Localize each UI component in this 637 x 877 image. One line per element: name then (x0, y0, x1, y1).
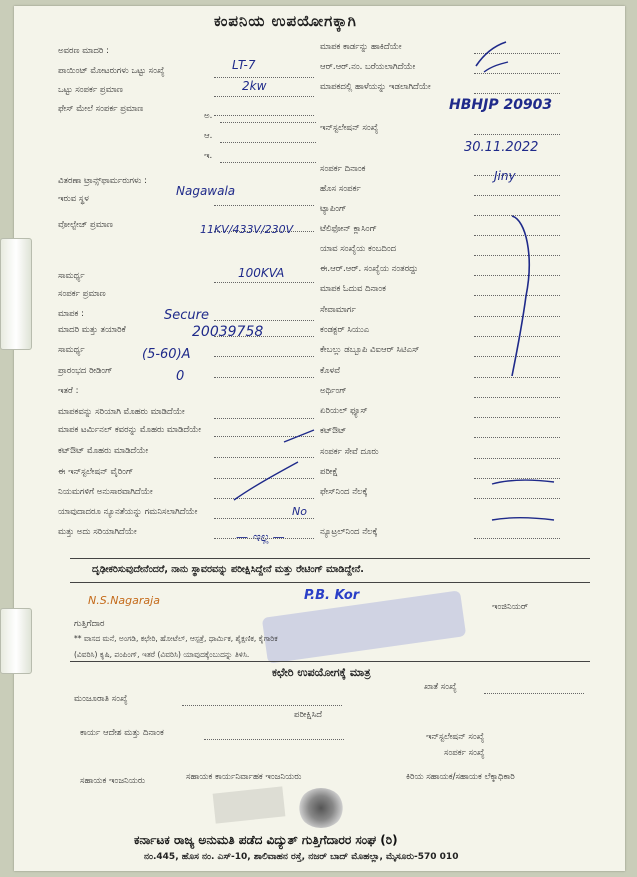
right-field-label: ಟೆಲಿಫೋನ್ ಕ್ಲಾಸಿಂಗ್ (320, 224, 377, 234)
left-field-label: ಪಾಯಿಂಟ್ ಮೋಟರುಗಳು ಒಟ್ಟು ಸಂಖ್ಯೆ (58, 66, 165, 76)
hw-meter-serial: 20039758 (192, 324, 264, 340)
right-field-label: ಅರ್ಥಿಂಗ್ (320, 386, 347, 396)
left-field-label: ವೋಲ್ಟೇಜ್ ಪ್ರಮಾಣ (58, 220, 113, 230)
declaration-rule-top (70, 558, 590, 559)
left-field-label: ಈ ಇನ್‌ಸ್ಟಲೇಷನ್ ವೈರಿಂಗ್ (58, 467, 134, 477)
hw-installation-number: HBHJP 20903 (449, 97, 553, 113)
left-field-label: ಸಂಪರ್ಕ ಪ್ರಮಾಣ (58, 289, 106, 299)
hw-location: Nagawala (176, 184, 236, 198)
left-field-label: ಸಾಮರ್ಥ್ಯ (58, 345, 85, 355)
left-field-label: ನಿಯಮಗಳಿಗೆ ಅನುಸಾರವಾಗಿದೆಯೇ (58, 487, 153, 497)
right-field-label: ಫೇಸ್‌ನಿಂದ ನೆಲಕ್ಕೆ (320, 487, 368, 497)
left-field-label: ವಿತರಣಾ ಟ್ರಾನ್ಸ್‌ಫಾರ್ಮರುಗಳು : (58, 176, 147, 186)
right-field-label: ಏರಿಯಲ್ ಫ್ಯೂಸ್ (320, 406, 368, 416)
hw-capacity: 100KVA (238, 266, 285, 280)
left-field-label: ಪ್ರಾರಂಭದ ರೀಡಿಂಗ್ (58, 366, 113, 376)
hw-defects: No (292, 505, 307, 518)
footer-address: ನಂ.445, ಹೊಸ ನಂ. ಎಸ್-10, ಶಾಲಿವಾಹನ ರಸ್ತೆ, ನಜರ್ ಬಾದ್ ಮೊಹಲ್ಲಾ, ಮೈಸೂರು-570 010 (144, 852, 459, 862)
right-field-label: ಇನ್‌ಸ್ಟಲೇಷನ್ ಸಂಖ್ಯೆ (320, 123, 379, 133)
usage-note-line1: ** ವಾಸದ ಮನೆ, ಅಂಗಡಿ, ಕಛೇರಿ, ಹೋಟೆಲ್, ಆಸ್ಪತ್ರೆ, ಧಾರ್ಮಿಕ, ಶೈಕ್ಷಣಿಕ, ಕೈಗಾರಿಕ (74, 634, 278, 643)
right-field-label: ಮಾಪಕ ಕಾರ್ಡನ್ನು ಹಾಕಿದೆಯೇ (320, 42, 402, 52)
role-assistant-engineer: ಸಹಾಯಕ ಇಂಜನಿಯರು (80, 776, 146, 786)
hw-correct: — ಇಲ್ಲ — (236, 530, 285, 544)
phase-prefix: ಇ. (204, 151, 213, 161)
office-work-order-label: ಕಾರ್ಯ ಆದೇಶ ಮತ್ತು ದಿನಾಂಕ (80, 728, 164, 738)
hw-meter-capacity: (5-60)A (142, 347, 191, 362)
office-sanction-number-line[interactable] (182, 705, 342, 706)
role-assistant-executive-engineer: ಸಹಾಯಕ ಕಾರ್ಯನಿರ್ವಾಹಕ ಇಂಜನಿಯರು (186, 772, 302, 782)
right-field-label: ಹೊಸ ಸಂಪರ್ಕ (320, 184, 361, 194)
right-field-label: ಯಾವ ಸಂಖ್ಯೆಯ ಕಂಬದಿಂದ (320, 244, 397, 254)
right-field-label: ಪರೀಕ್ಷೆ (320, 467, 338, 477)
right-field-label: ಸೇವಾಮಾರ್ಗ (320, 305, 356, 315)
form-page (14, 6, 625, 871)
hw-new-connection: Jiny (494, 169, 516, 183)
right-field-label: ಟ್ಯಾಪಿಂಗ್ (320, 204, 347, 214)
left-field-label: ಕಟ್‌ಔಟ್ ಮೊಹರು ಮಾಡಿದೆಯೇ (58, 446, 149, 456)
hw-voltage: 11KV/433V/230V (200, 223, 294, 236)
office-account-number-label: ಖಾತೆ ಸಂಖ್ಯೆ (424, 682, 457, 692)
left-field-label: ಇತರೆ : (58, 386, 79, 396)
left-field-label: ಅವರಣ ಮಾದರಿ : (58, 46, 109, 56)
hw-point-motors: LT-7 (232, 58, 256, 72)
right-field-label: ಮಾಪಕ ಓದುವ ದಿನಾಂಕ (320, 284, 386, 294)
office-rule (70, 661, 590, 662)
footer-org-name: ಕರ್ನಾಟಕ ರಾಜ್ಯ ಅನುಮತಿ ಪಡೆದ ವಿದ್ಯುತ್ ಗುತ್ತಿಗೆದಾರರ ಸಂಘ (ರಿ) (134, 833, 398, 847)
left-field-label: ಇರುವ ಸ್ಥಳ (58, 194, 89, 204)
phase-prefix: ಅ. (204, 111, 213, 121)
office-sanction-number-label: ಮಂಜೂರಾತಿ ಸಂಖ್ಯೆ (74, 694, 128, 704)
left-field-label: ಮಾಪಕ ಟರ್ಮಿನಲ್ ಕವರನ್ನು ಮೊಹರು ಮಾಡಿದೆಯೇ (58, 425, 202, 435)
left-field-label: ಮಾಪಕ : (58, 309, 84, 319)
contractor-label: ಗುತ್ತಿಗೆದಾರ (74, 619, 105, 629)
office-section-title: ಕಛೇರಿ ಉಪಯೋಗಕ್ಕೆ ಮಾತ್ರ (272, 666, 371, 679)
left-field-label: ಮಾದರಿ ಮತ್ತು ತಯಾರಿಕೆ (58, 325, 126, 335)
right-field-label: ನ್ಯೂಟ್ರಲ್‌ನಿಂದ ನೆಲಕ್ಕೆ (320, 527, 378, 537)
right-field-label: ಕಟ್‌ಔಟ್ (320, 426, 347, 436)
left-field-label: ಫೇಸ್ ಮೇಲೆ ಸಂಪರ್ಕ ಪ್ರಮಾಣ (58, 104, 144, 114)
right-field-label: ಆರ್.ಆರ್.ನಂ. ಬರೆಯಲಾಗಿದೆಯೇ (320, 62, 416, 72)
left-field-label: ಯಾವುದಾದರೂ ನ್ಯೂನತೆಯನ್ನು ಗಮನಿಸಲಾಗಿದೆಯೇ (58, 507, 198, 517)
engineer-signature: P.B. Kor (304, 588, 360, 603)
left-field-label: ಸಾಮರ್ಥ್ಯ (58, 271, 85, 281)
usage-note-line2: (ವಿವರಿಸಿ) ಕೃಷಿ, ಪಂಪಿಂಗ್, ಇತರೆ (ವಿವರಿಸಿ) ಯಾವುದಕ್ಕೆಂಬುದನ್ನು ತಿಳಿಸಿ. (74, 650, 250, 659)
office-installation-number-label: ಇನ್‌ಸ್ಟಲೇಷನ್ ಸಂಖ್ಯೆ (426, 732, 485, 742)
office-checked-label: ಪರೀಕ್ಷಿಸಿದೆ (294, 710, 323, 720)
office-work-order-line[interactable] (204, 739, 344, 740)
binder-clip-bottom (0, 608, 32, 674)
right-field-label: ಈ.ಆರ್.ಆರ್. ಸಂಖ್ಯೆಯ ನಂತರದ್ದು (320, 264, 419, 274)
right-field-label: ಸಂಪರ್ಕ ದಿನಾಂಕ (320, 164, 366, 174)
right-field-label: ಸಂಪರ್ಕ ಸೇವೆ ದೂರು (320, 447, 379, 457)
left-field-label: ಮಾಪಕವನ್ನು ಸರಿಯಾಗಿ ಮೊಹರು ಮಾಡಿದೆಯೇ (58, 407, 185, 417)
phase-prefix: ಆ. (204, 131, 213, 141)
right-field-label: ಕೊಳವೆ (320, 366, 341, 376)
right-field-label: ಕಂಡಕ್ಟರ್ ಸಿಯುಎ (320, 325, 370, 335)
left-field-label: ಒಟ್ಟು ಸಂಪರ್ಕ ಪ್ರಮಾಣ (58, 85, 123, 95)
right-field-label: ಮಾಪಕದಲ್ಲಿ ಹಾಳೆಯನ್ನು ಇಡಲಾಗಿದೆಯೇ (320, 82, 431, 92)
hw-meter-make: Secure (164, 308, 209, 323)
declaration-text: ದೃಢೀಕರಿಸುವುದೇನೆಂದರೆ, ನಾನು ಸ್ಥಾವರವನ್ನು ಪರೀಕ್ಷಿಸಿದ್ದೇನೆ ಮತ್ತು ರೇಟಿಂಗ್ ಮಾಡಿದ್ದೇನೆ. (92, 564, 364, 575)
declaration-rule-bottom (70, 582, 590, 583)
office-account-number-line[interactable] (484, 693, 584, 694)
hw-connection-date: 30.11.2022 (464, 140, 539, 155)
role-accounts-officer: ಕಿರಿಯ ಸಹಾಯಕ/ಸಹಾಯಕ ಲೆಕ್ಕಾಧಿಕಾರಿ (406, 772, 515, 782)
handwritten-marks (14, 6, 625, 871)
binder-clip-top (0, 238, 32, 350)
office-connection-number-label: ಸಂಪರ್ಕ ಸಂಖ್ಯೆ (444, 748, 485, 758)
association-logo (298, 788, 344, 828)
hw-total-load: 2kw (242, 79, 267, 93)
form-title: ಕಂಪನಿಯ ಉಪಯೋಗಕ್ಕಾಗಿ (214, 12, 357, 30)
engineer-label: ಇಂಜಿನಿಯರ್ (492, 602, 529, 612)
hw-initial-reading: 0 (176, 369, 185, 384)
right-field-label: ಕೇಬಲ್ಲು ಡಬ್ಬೂಪಿ ವಿಐಆರ್ ಸಿಟಿಎಸ್ (320, 345, 420, 355)
left-field-label: ಮತ್ತು ಅದು ಸರಿಯಾಗಿದೆಯೇ (58, 527, 137, 537)
contractor-signature: N.S.Nagaraja (88, 594, 160, 607)
